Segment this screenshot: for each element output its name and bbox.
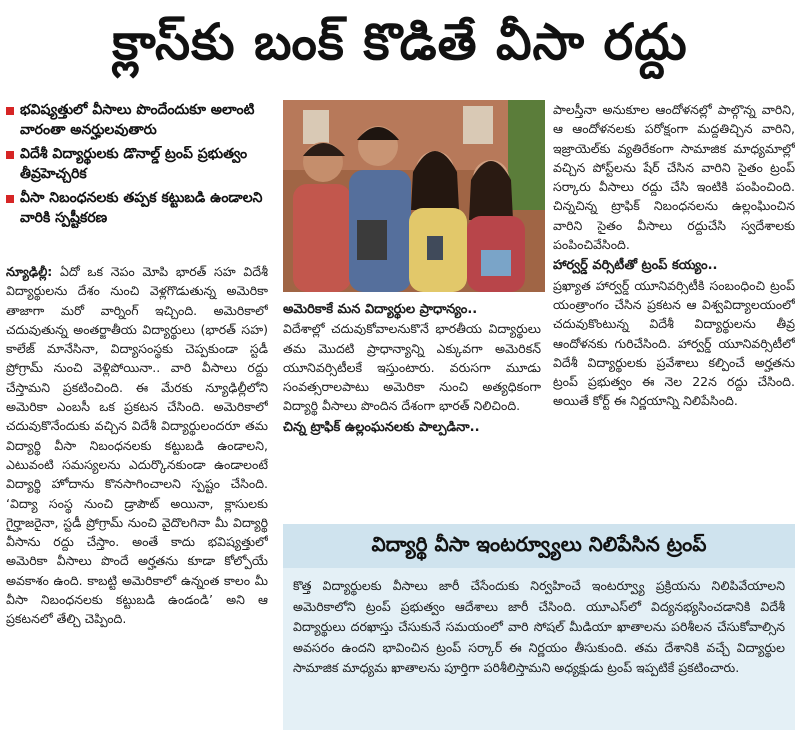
body-paragraph	[6, 262, 268, 629]
highlight-item	[6, 188, 274, 228]
highlight-text: వీసా నిబంధనలకు తప్పక కట్టుబడి ఉండాలని వారికి స్పష్టీకరణ	[20, 190, 263, 226]
bullet-square-icon	[6, 107, 14, 115]
body-text: ఏదో ఒక నెపం మోపి భారత్ సహ విదేశీ విద్యార్థులను దేశం నుంచి వెళ్లగొడుతున్న అమెరికా తాజాగా మరో వార్నింగ్ ఇచ్చింది. అమెరికాలో చదువుతున్న అంతర్జాతీయ విద్యార్థులు (భారత్ సహ) కాలేజ్ మానేసినా, విద్యాసంస్థకు చెప్పకుండా స్టడీ ప్రోగ్రామ్ నుంచి వెళ్లిపోయినా.. వారి వీసాలు రద్దు చేస్తామని ప్రకటించింది. ఈ మేరకు న్యూఢిల్లీలోని అమెరికా ఎంబసీ ఒక ప్రకటన చేసింది. అమెరికాలో చదువుకొనేందుకు వచ్చిన విదేశీ విద్యార్థులందరూ తమ విద్యార్థి వీసా నిబంధనలకు కట్టుబడి ఉండాలని, ఎటువంటి సమస్యలను ఎదుర్కొనకుండా ఉండాలంటే విద్యార్థి హోదాను కొనసాగించాలని స్పష్టం చేసింది. ‘విద్యా సంస్థ నుంచి డ్రాపౌట్ అయినా, క్లాసులకు గైర్హాజరైనా, స్టడీ ప్రోగ్రామ్ నుంచి వైదొలగినా మీ విద్యార్థి వీసాను రద్దు చేస్తాం. అంతే కాదు భవిష్యత్తులో అమెరికా వీసాలు పొందే అర్హతను కూడా కోల్పోయే అవకాశం ఉంది. కాబట్టి అమెరికాలో ఉన్నంత కాలం మీ వీసా నిబంధనలకు కట్టుబడి ఉండండి’ అని ఆ ప్రకటనలో తేల్చి చెప్పింది.	[6, 264, 268, 627]
section-subhead: చిన్న ట్రాఫిక్ ఉల్లంఘనలకు పాల్పడినా..	[283, 419, 480, 435]
section-subhead: అమెరికాకే మన విద్యార్థుల ప్రాధాన్యం..	[283, 302, 478, 317]
bullet-square-icon	[6, 151, 14, 159]
sidebar-box-title: విద్యార్థి వీసా ఇంటర్వ్యూలు నిలిపేసిన ట్రంప్	[283, 524, 795, 568]
body-paragraph: విదేశాల్లో చదువుకోవాలనుకొనే భారతీయ విద్యార్థులు తమ మొదటి ప్రాధాన్యాన్ని ఎక్కువగా అమెరికన్ యూనివర్సిటీలకే ఇస్తుంటారు. వరుసగా మూడు సంవత్సరాలపాటు అమెరికా నుంచి అత్యధికంగా విద్యార్థి వీసాలు పొందిన దేశంగా భారత్ నిలిచింది.	[283, 321, 541, 414]
students-photo-illustration	[283, 100, 545, 292]
highlight-item	[6, 144, 274, 184]
headline: క్లాస్‌కు బంక్ కొడితే వీసా రద్దు	[112, 12, 688, 71]
body-paragraph: ప్రఖ్యాత హార్వర్డ్ యూనివర్సిటీకి సంబంధించి ట్రంప్ యంత్రాంగం చేసిన ప్రకటన ఆ విశ్వవిద్యాలయంలో చదువుకొంటున్న విదేశీ విద్యార్థులను తీవ్ర ఆందోళనకు గురిచేసింది. హార్వర్డ్ యూనివర్సిటీలో విదేశీ విద్యార్థులకు ప్రవేశాలు కల్పించే అర్హతను ట్రంప్ ప్రభుత్వం ఈ నెల 22న రద్దు చేసింది. అయితే కోర్ట్ ఈ నిర్ణయాన్ని నిలిపేసింది.	[553, 277, 795, 409]
sidebar-box-body: కొత్త విద్యార్థులకు వీసాలు జారీ చేసేందుకు నిర్వహించే ఇంటర్వ్యూ ప్రక్రియను నిలిపివేయాలని అమెరికాలోని ట్రంప్ ప్రభుత్వం ఆదేశాలు జారీ చేసింది. యూఎస్‌లో విద్యనభ్యసించడానికి విదేశీ విద్యార్థులు దరఖాస్తు చేసుకునే సమయంలో వారి సోషల్ మీడియా ఖాతాలను పరిశీలన చేసుకోవాల్సిన అవసరం ఉందని భావించిన ట్రంప్ సర్కార్ ఈ నిర్ణయం తీసుకుంది. తమ దేశానికి వచ్చే విద్యార్థుల సామాజిక మాధ్యమ ఖాతాలను పూర్తిగా పరిశీలిస్తామని అధ్యక్షుడు ట్రంప్ ఇప్పటికే ప్రకటించారు.	[283, 568, 795, 730]
students-photo	[283, 100, 545, 292]
body-paragraph: పాలస్తీనా అనుకూల ఆందోళనల్లో పాల్గొన్న వారిని, ఆ ఆందోళనలకు పరోక్షంగా మద్దతిచ్చిన వారిని, ఇజ్రాయెల్‌కు వ్యతిరేకంగా సామాజిక మాధ్యమాల్లో వచ్చిన పోస్ట్‌లను షేర్ చేసిన వారిని సైతం ట్రంప్ సర్కారు వీసాలు రద్దు చేసి ఇంటికి పంపించింది. చిన్నచిన్న ట్రాఫిక్ నిబంధనలను ఉల్లంఘించిన వారిని సైతం వీసాలు రద్దుచేసి స్వదేశాలకు పంపించివేసింది.	[553, 102, 795, 253]
article-column-3	[553, 100, 795, 510]
bullet-square-icon	[6, 195, 14, 203]
highlight-text: విదేశీ విద్యార్థులకు డొనాల్డ్ ట్రంప్ ప్రభుత్వం తీవ్రహెచ్చరిక	[20, 146, 248, 182]
dateline: న్యూఢిల్లీ:	[6, 264, 53, 279]
highlight-item	[6, 100, 274, 140]
section-subhead: హార్వర్డ్ వర్సిటీతో ట్రంప్ కయ్యం..	[553, 258, 718, 274]
highlight-text: భవిష్యత్తులో వీసాలు పొందేందుకూ అలాంటి వారంతా అనర్హులవుతారు	[20, 102, 255, 138]
article-column-1	[6, 262, 268, 732]
highlights-list	[6, 100, 274, 232]
article-column-2	[283, 298, 541, 516]
